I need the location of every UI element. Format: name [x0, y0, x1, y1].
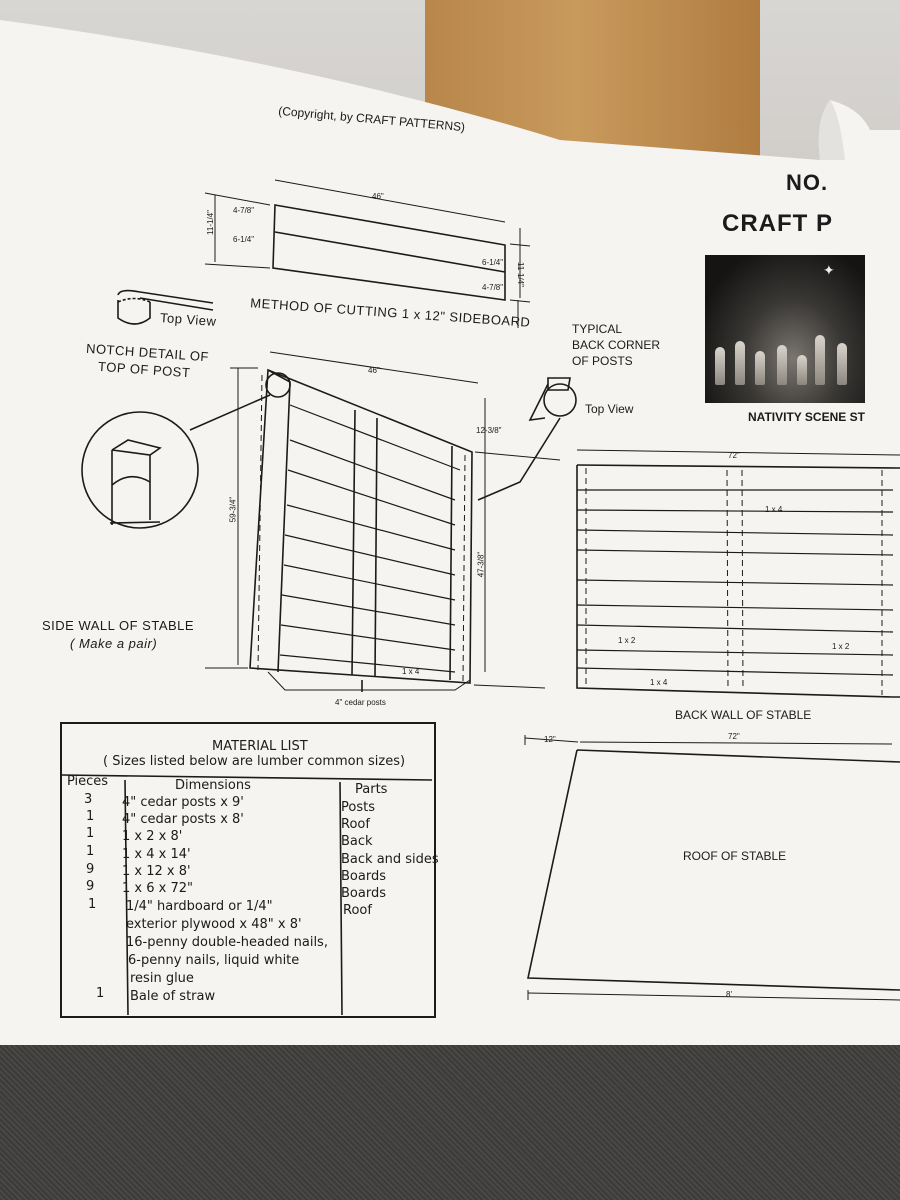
row-6-pieces: 9 [86, 879, 95, 894]
row-3-dimensions: 1 x 2 x 8' [122, 829, 183, 844]
side-wall-posts: 4" cedar posts [335, 698, 386, 707]
back-wall-width: 72" [728, 451, 740, 460]
row-2-parts: Roof [341, 817, 370, 832]
corner-top-view-label: Top View [585, 402, 634, 416]
row-5-parts: Boards [341, 869, 386, 884]
sideboard-left-total: 11-1/4" [205, 210, 215, 235]
photo-caption: NATIVITY SCENE ST [748, 410, 865, 424]
roof-top: 72" [728, 732, 740, 741]
side-wall-slope: 12-3/8" [476, 426, 502, 435]
side-wall-subtitle: ( Make a pair) [70, 636, 158, 651]
side-wall-title: SIDE WALL OF STABLE [42, 618, 195, 633]
sideboard-right-b: 4-7/8" [482, 283, 504, 292]
corner-detail-diagram [530, 378, 576, 420]
row-6-dimensions: 1 x 6 x 72" [122, 881, 193, 896]
sideboard-left-b: 6-1/4" [233, 235, 255, 244]
row-1-pieces: 3 [84, 792, 93, 807]
back-wall-bottom-board: 1 x 4 [650, 678, 668, 687]
back-wall-left-board: 1 x 2 [618, 636, 636, 645]
roof-diagram [525, 735, 900, 1000]
row-4-parts: Back and sides [341, 852, 439, 867]
notch-top-view-label: Top View [159, 310, 217, 329]
row-3-pieces: 1 [86, 826, 95, 841]
pattern-number: NO. [786, 170, 829, 195]
side-wall-left-height: 59-3/4" [228, 496, 238, 523]
corner-line3: OF POSTS [572, 354, 633, 368]
row-1-parts: Posts [341, 800, 375, 815]
roof-bottom: 8' [726, 990, 732, 999]
row-4-dimensions: 1 x 4 x 14' [122, 847, 191, 862]
side-wall-right-height: 47-3/8" [476, 551, 486, 578]
copyright-text: (Copyright, by CRAFT PATTERNS) [277, 103, 466, 135]
roof-offset: 12" [544, 735, 556, 744]
side-wall-diagram [205, 352, 560, 692]
continuation-line-3: 6-penny nails, liquid white [128, 953, 300, 968]
row-7-dimensions: 1/4" hardboard or 1/4" [126, 899, 273, 914]
header-dimensions: Dimensions [175, 778, 251, 793]
back-wall-right-board: 1 x 2 [832, 642, 850, 651]
header-parts: Parts [355, 782, 388, 797]
row-3-parts: Back [341, 834, 373, 849]
continuation-line-1: exterior plywood x 48" x 8' [126, 917, 302, 932]
header-pieces: Pieces [67, 774, 109, 789]
row-5-pieces: 9 [86, 862, 95, 877]
notch-title-line1: NOTCH DETAIL OF [85, 340, 210, 365]
nativity-photo [705, 255, 865, 403]
roof-title: ROOF OF STABLE [683, 849, 787, 863]
corner-line2: BACK CORNER [572, 338, 661, 352]
row-5-dimensions: 1 x 12 x 8' [122, 864, 191, 879]
continuation-line-4: resin glue [130, 971, 194, 986]
row-2-dimensions: 4" cedar posts x 8' [122, 812, 244, 827]
row-2-pieces: 1 [86, 809, 95, 824]
sideboard-width: 46" [372, 192, 384, 201]
row-7-pieces: 1 [88, 897, 97, 912]
back-wall-top-board: 1 x 4 [765, 505, 783, 514]
sideboard-right-a: 6-1/4" [482, 258, 504, 267]
brand-title: CRAFT P [722, 210, 833, 237]
star-icon: ✦ [823, 263, 835, 279]
sideboard-title: METHOD OF CUTTING 1 x 12" SIDEBOARD [249, 295, 531, 330]
corner-line1: TYPICAL [572, 322, 623, 336]
row-4-pieces: 1 [86, 844, 95, 859]
side-wall-board: 1 x 4 [402, 667, 420, 676]
row-1-dimensions: 4" cedar posts x 9' [122, 795, 244, 810]
back-wall-title: BACK WALL OF STABLE [675, 708, 812, 722]
continuation-line-2: 16-penny double-headed nails, [126, 935, 328, 950]
last-row-pieces: 1 [96, 986, 105, 1001]
material-list-subtitle: ( Sizes listed below are lumber common sizes) [103, 754, 406, 769]
row-7-parts: Roof [343, 903, 372, 918]
back-wall-diagram [577, 450, 900, 697]
side-wall-width: 46" [368, 366, 380, 375]
last-row-dimensions: Bale of straw [130, 989, 216, 1004]
material-list-title: MATERIAL LIST [212, 739, 308, 754]
sideboard-left-a: 4-7/8" [233, 206, 255, 215]
notch-title-line2: TOP OF POST [97, 358, 191, 381]
row-6-parts: Boards [341, 886, 386, 901]
sideboard-right-total: 11-1/4" [515, 262, 525, 287]
